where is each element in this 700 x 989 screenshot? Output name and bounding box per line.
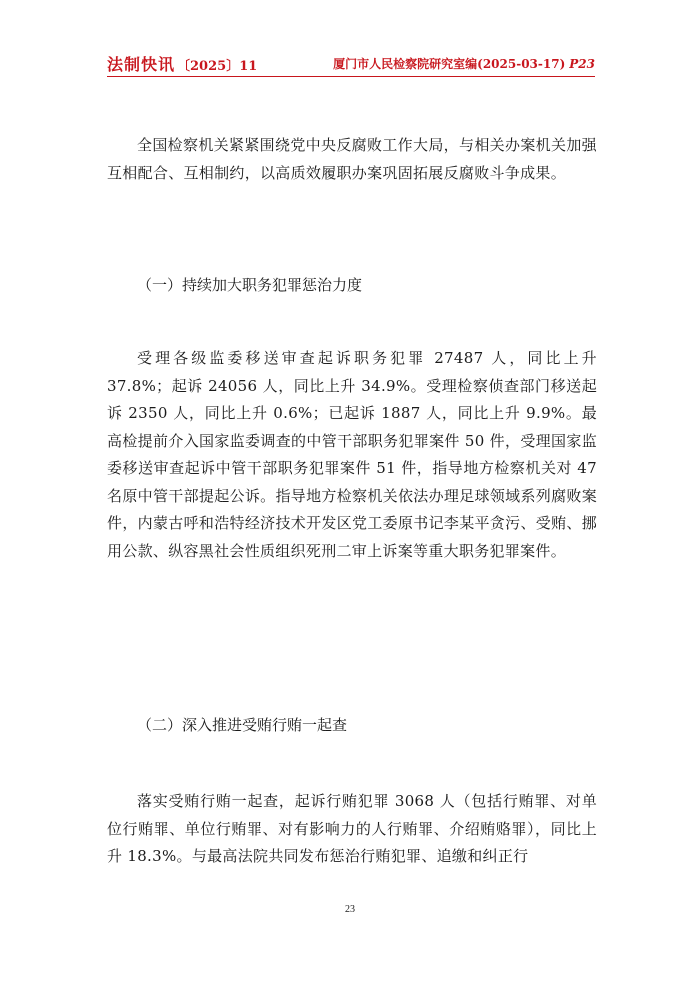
header-page-ref: P23: [569, 57, 595, 71]
section-heading-1: （一）持续加大职务犯罪惩治力度: [137, 276, 363, 294]
page-header: [107, 52, 595, 74]
header-divider: [107, 76, 595, 77]
section-1-paragraph: 受理各级监委移送审查起诉职务犯罪 27487 人，同比上升 37.8%；起诉 24056 人，同比上升 34.9%。受理检察侦查部门移送起诉 2350 人，同比上升 0.6%；已起诉 1887 人，同比上升 9.9%。最高检提前介入国家监委调查的中管干部职务犯罪案件 50 件，受理国家监委移送审查起诉中管干部职务犯罪案件 51 件，指导地方检察机关对 47 名原中管干部提起公诉。指导地方检察机关依法办理足球领域系列腐败案件，内蒙古呼和浩特经济技术开发区党工委原书记李某平贪污、受贿、挪用公款、纵容黑社会性质组织死刑二审上诉案等重大职务犯罪案件。: [107, 349, 597, 560]
intro-paragraph: 全国检察机关紧紧围绕党中央反腐败工作大局，与相关办案机关加强互相配合、互相制约，以高质效履职办案巩固拓展反腐败斗争成果。: [107, 136, 597, 182]
section-heading-2: （二）深入推进受贿行贿一起查: [137, 716, 348, 734]
section-2-paragraph: 落实受贿行贿一起查，起诉行贿犯罪 3068 人（包括行贿罪、对单位行贿罪、单位行贿罪、对有影响力的人行贿罪、介绍贿赂罪），同比上升 18.3%。与最高法院共同发布惩治行贿犯罪、追缴和纠正行: [107, 792, 597, 865]
publication-title: 法制快讯: [107, 55, 176, 74]
header-source: [333, 55, 595, 72]
page-number: 23: [345, 904, 355, 915]
editor-and-date: 厦门市人民检察院研究室编(2025-03-17): [333, 57, 566, 71]
header-publication: [107, 52, 257, 75]
issue-number: 〔2025〕11: [177, 59, 258, 74]
